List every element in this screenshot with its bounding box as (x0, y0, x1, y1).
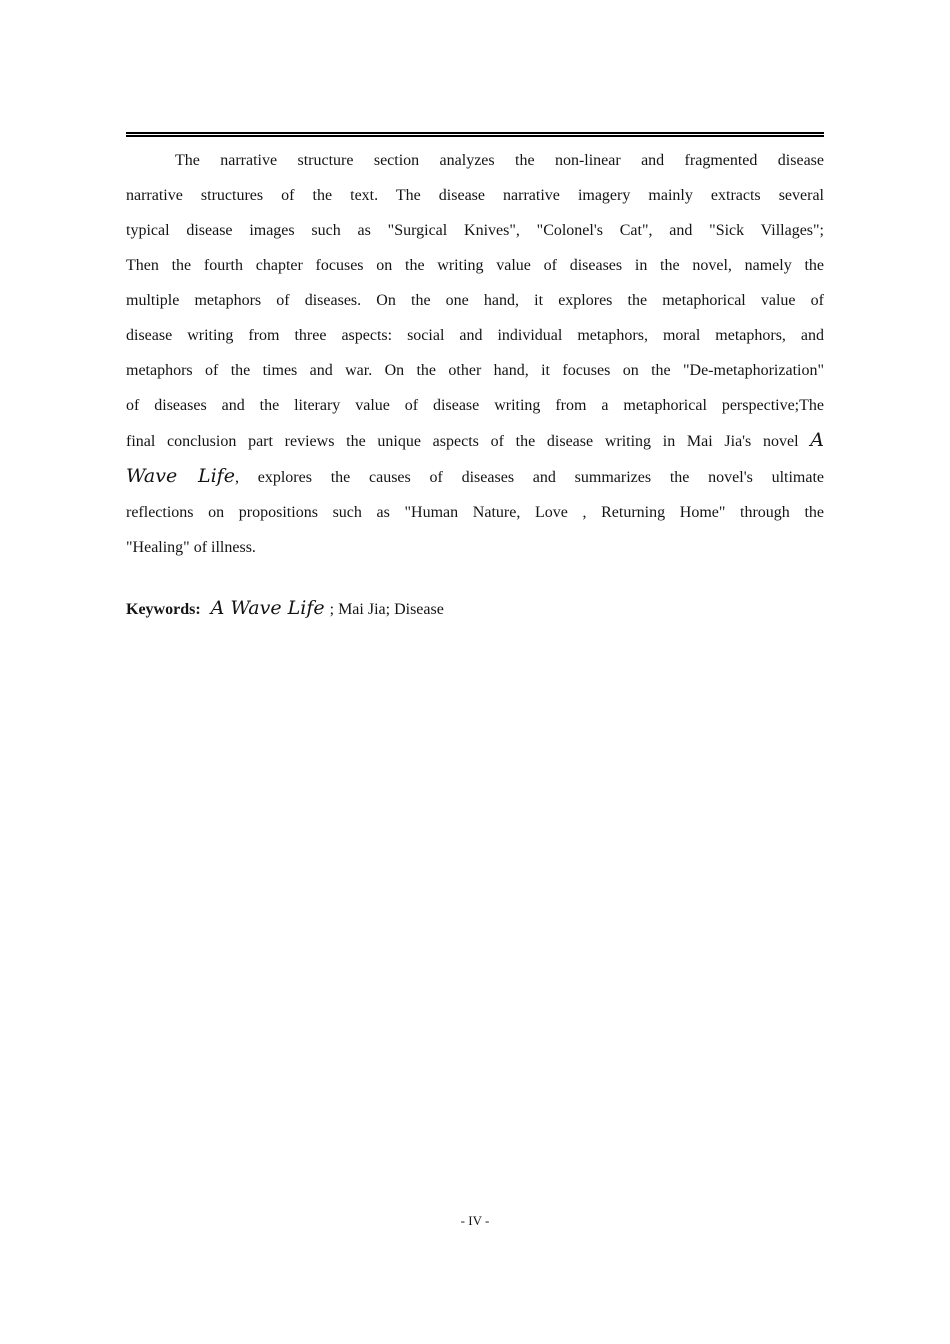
body-text: The narrative structure section analyzes the non-linear and fragmented disease (175, 152, 824, 169)
body-text: typical disease images such as "Surgical Knives", "Colonel's Cat", and "Sick Villages"; (126, 222, 824, 239)
keywords-rest: ; Mai Jia; Disease (329, 601, 444, 618)
body-text: Then the fourth chapter focuses on the writing value of diseases in the novel, namely the (126, 257, 824, 274)
abstract-line (126, 530, 824, 565)
header-double-rule (126, 132, 824, 137)
abstract-line (126, 178, 824, 213)
body-text: metaphors of the times and war. On the other hand, it focuses on the "De-metaphorization" (126, 362, 824, 379)
abstract-line (126, 495, 824, 530)
keywords-label: Keywords: (126, 601, 201, 618)
body-text: "Healing" of illness. (126, 539, 256, 556)
page-number: - IV - (460, 1213, 490, 1228)
book-title: A (810, 429, 824, 451)
body-text: of diseases and the literary value of disease writing from a metaphorical perspective;The (126, 397, 824, 414)
abstract-line (126, 388, 824, 423)
abstract-line (126, 248, 824, 283)
body-text: disease writing from three aspects: social and individual metaphors, moral metaphors, and (126, 327, 824, 344)
abstract-line (126, 423, 824, 459)
body-text: multiple metaphors of diseases. On the one hand, it explores the metaphorical value of (126, 292, 824, 309)
abstract-line (126, 213, 824, 248)
keywords-line (126, 591, 824, 627)
abstract-line (126, 283, 824, 318)
body-text: , explores the causes of diseases and summarizes the novel's ultimate (234, 469, 825, 486)
abstract-line (126, 318, 824, 353)
body-text: final conclusion part reviews the unique aspects of the disease writing in Mai Jia's novel (126, 433, 811, 450)
body-text: narrative structures of the text. The disease narrative imagery mainly extracts several (126, 187, 824, 204)
abstract-line (126, 143, 824, 178)
abstract-line (126, 353, 824, 388)
content-area (126, 0, 824, 627)
body-text: reflections on propositions such as "Human Nature, Love , Returning Home" through the (126, 504, 824, 521)
keywords-book-title: A Wave Life (210, 597, 325, 619)
abstract-line (126, 459, 824, 495)
abstract-paragraph (126, 143, 824, 565)
book-title: Wave Life (126, 465, 235, 487)
